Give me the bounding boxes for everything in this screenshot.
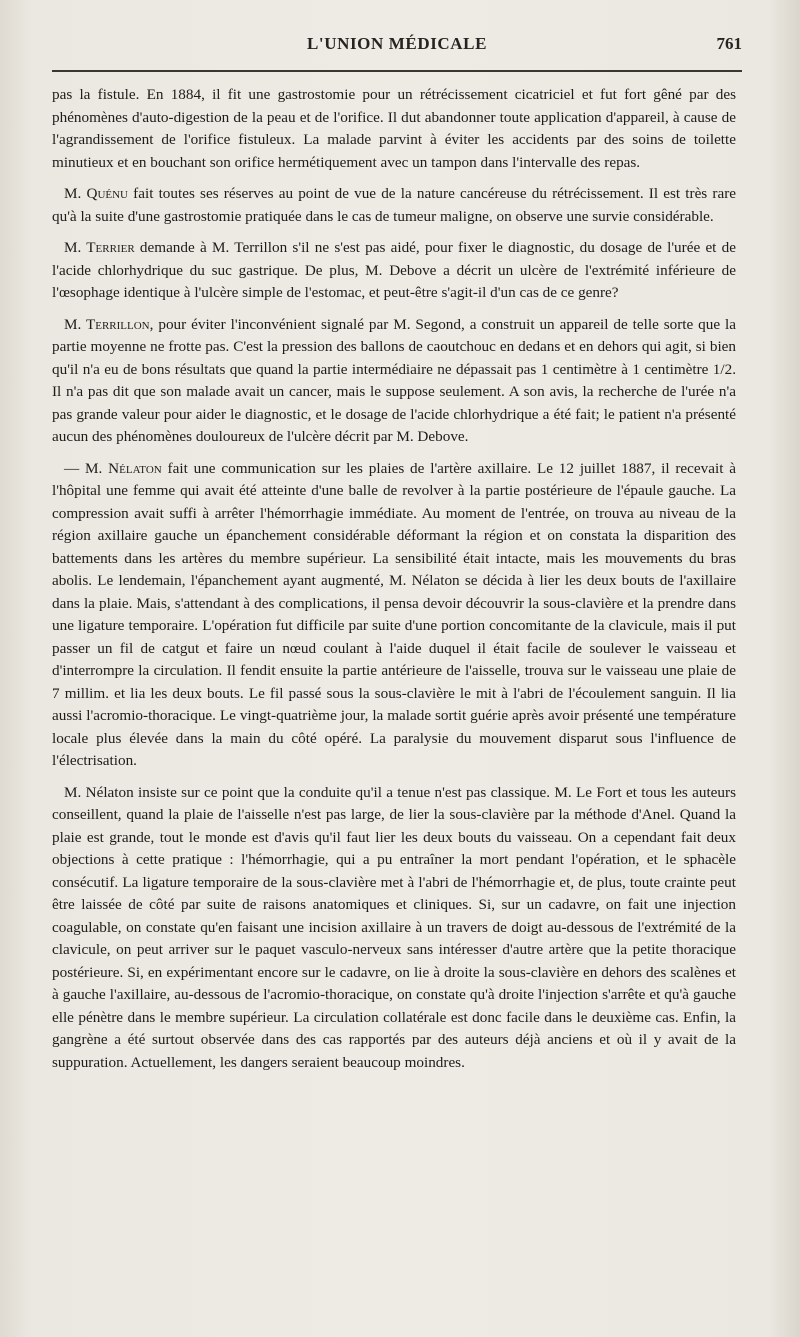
paragraph-text: fait toutes ses réserves au point de vue de la nature cancéreuse du rétrécissement. Il est très rare qu'à la suite d'une gastrostomie pratiquée dans le cas de tumeur maligne, on observe une survie considérable.	[52, 185, 736, 225]
article-body	[52, 84, 736, 1083]
speaker-name: M. Quénu	[64, 185, 128, 202]
paragraph	[52, 782, 736, 1075]
paragraph	[52, 183, 736, 228]
paragraph-text: M. Nélaton insiste sur ce point que la conduite qu'il a tenue n'est pas classique. M. Le Fort et tous les auteurs conseillent, quand la plaie de l'aisselle n'est pas large, de lier la sous-clavière par la méthode d'Anel. Quand la plaie est grande, tout le monde est d'avis qu'il faut lier les deux bouts du vaisseau. On a cependant fait deux objections à cette pratique : l'hémorrhagie, qui a pu entraîner la mort pendant l'opération, et le sphacèle consécutif. La ligature temporaire de la sous-clavière met à l'abri de l'hémorrhagie et, de plus, toute crainte peut être laissée de côté par suite de raisons anatomiques et cliniques. Si, sur un cadavre, on fait une injection coagulable, on constate qu'en faisant une incision axillaire à un travers de doigt au-dessous de l'extrémité de la clavicule, on peut arriver sur le paquet vasculo-nerveux sans intéresser d'autre artère que la petite thoracique postérieure. Si, en expérimentant encore sur le cadavre, on lie à droite la sous-clavière en dehors des scalènes et à gauche l'axillaire, au-dessous de l'acromio-thoracique, on constate qu'à droite l'injection s'arrête et qu'à gauche elle pénètre dans le membre supérieur. La circulation collatérale est donc facile dans le deuxième cas. Enfin, la gangrène a été surtout observée dans des cas rapportés par des auteurs déjà anciens et où il y avait de la suppuration. Actuellement, les dangers seraient beaucoup moindres.	[52, 783, 736, 1071]
header-rule	[52, 70, 742, 72]
paragraph-text: pas la fistule. En 1884, il fit une gastrostomie pour un rétrécissement cicatriciel et fut fort gêné par des phénomènes d'auto-digestion de la peau et de l'orifice. Il dut abandonner toute application d'appareil, à cause de l'agrandissement de l'orifice fistuleux. La malade parvint à éviter les accidents par des soins de toilette minutieux et en bouchant son orifice hermétiquement avec un tampon dans l'intervalle des repas.	[52, 86, 736, 171]
page-header	[52, 32, 742, 62]
speaker-name: M. Terrillon	[64, 315, 150, 333]
running-title: L'UNION MÉDICALE	[306, 34, 488, 53]
paragraph	[52, 314, 736, 449]
paragraph	[52, 237, 736, 305]
paragraph	[52, 458, 736, 773]
speaker-name: M. Terrier	[64, 239, 135, 256]
page-number: 761	[716, 34, 742, 53]
paragraph	[52, 84, 736, 174]
paragraph-text: demande à M. Terrillon s'il ne s'est pas aidé, pour fixer le diagnostic, du dosage de l'urée et de l'acide chlorhydrique du suc gastrique. De plus, M. Debove a décrit un ulcère de l'extrémité inférieure de l'œsophage identique à l'ulcère simple de l'estomac, et peut-être s'agit-il d'un cas de ce genre?	[52, 239, 736, 301]
section-dash: —	[64, 459, 86, 477]
speaker-name: M. Nélaton	[85, 459, 162, 477]
paragraph-text: fait une communication sur les plaies de l'artère axillaire. Le 12 juillet 1887, il recevait à l'hôpital une femme qui avait été atteinte d'une balle de revolver à la partie postérieure de l'épaule gauche. La compression avait suffi à arrêter l'hémorrhagie immédiate. Au moment de l'entrée, on trouva au niveau de la région axillaire gauche un épanchement considérable déformant la région et on constata la disparition des battements dans les artères du membre supérieur. La sensibilité était intacte, mais les mouvements du bras abolis. Le lendemain, l'épanchement ayant augmenté, M. Nélaton se décida à lier les deux bouts de l'axillaire dans la plaie. Mais, s'attendant à des complications, il pensa devoir découvrir la sous-clavière et la prendre dans une ligature temporaire. L'opération fut difficile par suite d'une portion concomitante de la clavicule, mais il put passer un fil de catgut et faire un nœud coulant à l'aide duquel il était facile de soulever le vaisseau et d'interrompre la circulation. Il fendit ensuite la partie antérieure de l'aisselle, trouva sur le vaisseau une plaie de 7 millim. et lia les deux bouts. Le fil passé sous la sous-clavière le mit à l'abri de l'écoulement sanguin. Il lia aussi l'acromio-thoracique. Le vingt-quatrième jour, la malade sortit guérie après avoir présenté une température locale plus élevée dans la main du côté opéré. La paralysie du mouvement disparut sous l'influence de l'électrisation.	[52, 459, 737, 769]
paragraph-text: , pour éviter l'inconvénient signalé par M. Segond, a construit un appareil de telle sorte que la partie moyenne ne frotte pas. C'est la pression des ballons de caoutchouc en dedans et en dehors qui agit, si bien qu'il n'a eu de bons résultats que quand la partie intermédiaire ne dépassait pas 1 centimètre à 1 centimètre 1/2. Il n'a pas dit que son malade avait un cancer, mais le suppose seulement. A son avis, la recherche de l'urée n'a pas grande valeur pour aider le diagnostic, et le dosage de l'acide chlorhydrique a été fait; le patient n'a présenté aucun des phénomènes douloureux de l'ulcère décrit par M. Debove.	[52, 315, 736, 445]
